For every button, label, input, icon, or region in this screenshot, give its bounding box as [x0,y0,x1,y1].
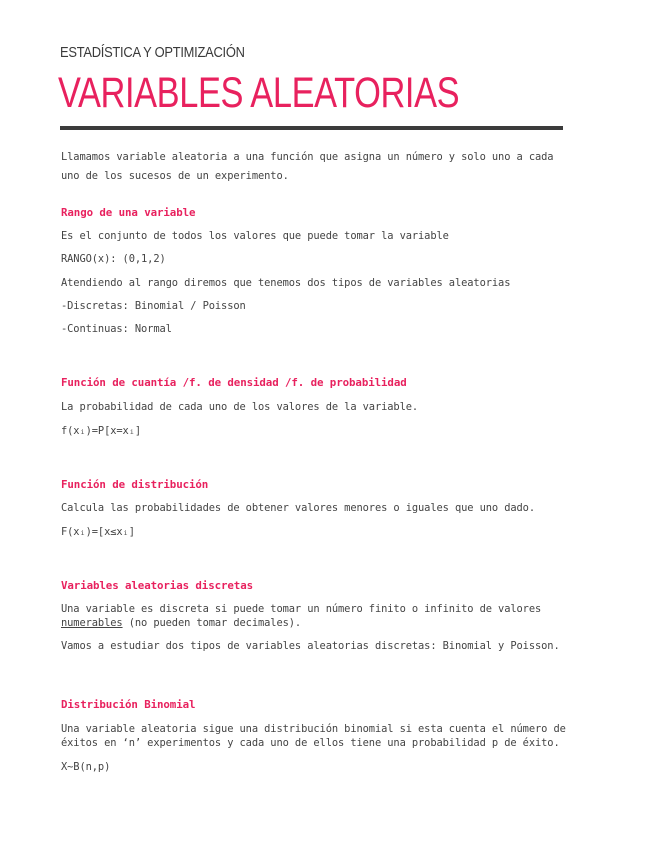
page-title: VARIABLES ALEATORIAS [58,69,460,117]
section-heading-binomial: Distribución Binomial [61,698,196,711]
rango-paragraph-1: Es el conjunto de todos los valores que puede tomar la variable [61,230,449,242]
rango-paragraph-2: RANGO(x): (0,1,2) [61,253,166,265]
cuantia-formula: f(xᵢ)=P[x=xᵢ] [61,425,142,437]
rango-paragraph-4: -Discretas: Binomial / Poisson [61,300,246,312]
discretas-paragraph-2 [61,617,301,629]
intro-line-2: uno de los sucesos de un experimento. [61,170,289,182]
section-heading-discretas: Variables aleatorias discretas [61,579,254,592]
binomial-paragraph-2: éxitos en ‘n’ experimentos y cada uno de ellos tiene una probabilidad p de éxito. [61,737,560,749]
title-divider [60,126,563,130]
binomial-notation: X~B(n,p) [61,761,111,773]
underlined-term: numerables [61,617,123,629]
distribucion-paragraph-1: Calcula las probabilidades de obtener valores menores o iguales que uno dado. [61,502,535,514]
section-heading-rango: Rango de una variable [61,206,196,219]
cuantia-paragraph-1: La probabilidad de cada uno de los valores de la variable. [61,401,419,413]
intro-line-1: Llamamos variable aleatoria a una función que asigna un número y solo uno a cada [61,151,554,163]
discretas-paragraph-2-rest: (no pueden tomar decimales). [122,617,302,629]
section-heading-distribucion: Función de distribución [61,478,209,491]
section-heading-cuantia: Función de cuantía /f. de densidad /f. de probabilidad [61,376,407,389]
rango-paragraph-3: Atendiendo al rango diremos que tenemos dos tipos de variables aleatorias [61,277,511,289]
subject-label: ESTADÍSTICA Y OPTIMIZACIÓN [60,44,245,61]
discretas-paragraph-3: Vamos a estudiar dos tipos de variables aleatorias discretas: Binomial y Poisson. [61,640,560,652]
rango-paragraph-5: -Continuas: Normal [61,323,172,335]
discretas-paragraph-1: Una variable es discreta si puede tomar un número finito o infinito de valores [61,603,542,615]
distribucion-formula: F(xᵢ)=[x≤xᵢ] [61,526,135,538]
binomial-paragraph-1: Una variable aleatoria sigue una distribución binomial si esta cuenta el número de [61,723,566,735]
